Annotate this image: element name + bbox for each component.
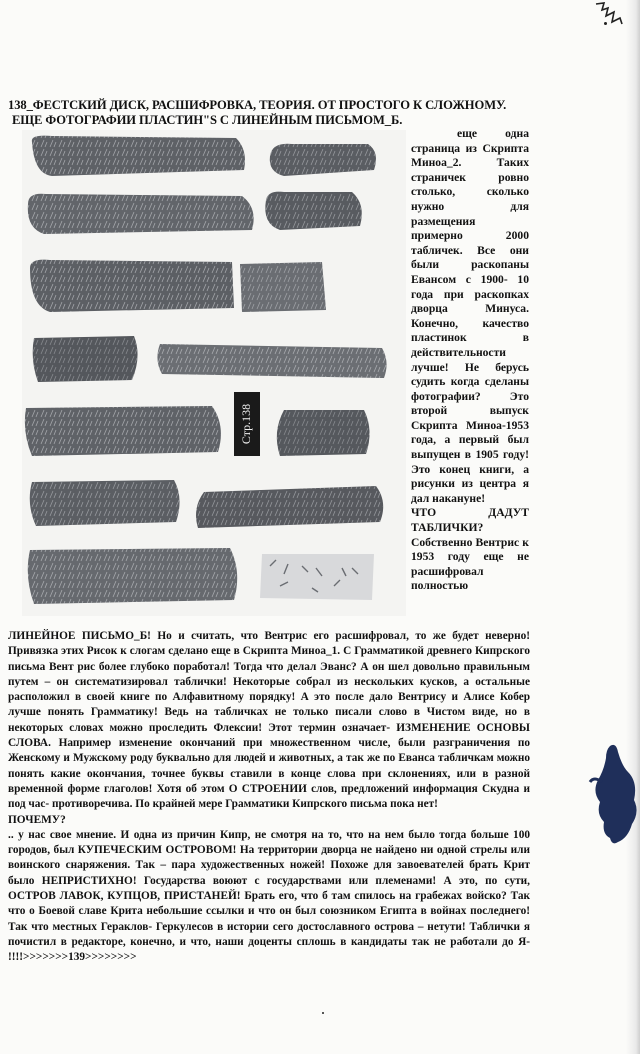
- body-paragraph-2: .. у нас свое мнение. И одна из причин Кипр, не смотря на то, что на нем было тогда больше 100 городов, был КУПЕЧЕСКИМ ОСТРОВОМ! На территории дворца не найдено ни одной стрелы или воинского снаряжения. Так – пара художественных ножей! Похоже для завоевателей брать Крит было НЕПРИСТИХНО! Государства воюют с государствами или племенами! А это, по сути, ОСТРОВ ЛАВОК, КУПЦОВ, ПРИСТАНЕЙ! Брать его, что б там спилось на грабежах войско? Так что о Боевой славе Крита небольшие ссылки и что он был союзником Египта в войнах последнего! Так что местных Гераклов- Геркулесов в истории сего достославного острова – нетути! Таблички я почистил в редакторе, конечно, и что, наши доценты сплошь в кандидаты так не работали до Я- !!!!>>>>>>>139>>>>>>>>: [8, 828, 530, 964]
- tablet-row-4: [33, 336, 387, 382]
- tablet-photographs: [22, 130, 406, 616]
- tablet-row-5: [25, 403, 370, 456]
- heading-line-2: ЕЩЕ ФОТОГРАФИИ ПЛАСТИН"S С ЛИНЕЙНЫМ ПИСЬМОМ_Б.: [12, 113, 403, 127]
- sidebar-paragraph: еще одна страница из Скрипта Миноа_2. Таких страничек ровно столько, сколько нужно для размещения примерно 2000 табличек. Все они были раскопаны Евансом с 1900- 10 года при раскопках дворца Минуса. Конечно, качество пластинок в действительности лучше! Не берусь судить когда сделаны фотографии? Это второй выпуск Скрипта Миноа-1953 года, а первый был выпущен в 1905 году! Это конец книги, а рисунки из центра я дал накануне!: [411, 127, 529, 505]
- page-label: Стр.138: [238, 403, 253, 445]
- body-question: ПОЧЕМУ?: [8, 813, 66, 826]
- page-heading: [8, 98, 528, 128]
- page-edge-shadow: [626, 0, 640, 1054]
- body-paragraph-1: ЛИНЕЙНОЕ ПИСЬМО_Б! Но и считать, что Вентрис его расшифровал, то же будет неверно! Привязка этих Рисок к слогам сделано еще в Скрипта Миноа_1. С Грамматикой древнего Кипрского письма Вент рис более глубоко поработал! Тогда что делал Эванс? А он шел довольно правильным путем – он систематизировал таблички! Некоторые собрал из нескольких кусков, а остальные расположил в своей книге по Алфавитному порядку! А это после дало Вентрису и Алисе Кобер лучше понять Грамматику! Ведь на табличках не только писали слово в Чистом виде, но в некоторых словах можно проследить Флексии! Этот термин означает- ИЗМЕНЕНИЕ ОСНОВЫ СЛОВА. Например изменение окончаний при множественном числе, были разграничения по Женскому и Мужскому роду буквально для людей и животных, а так же по Еванса табличкам можно понять какие окончания, точнее буквы ставили в конце слова при склонениях, или в разной временной форме глаголов! Хотя об этом О СТРОЕНИИ слов, предложений информация Скудна и под час- противоречива. По крайней мере Грамматики Кипрского письма пока нет!: [8, 630, 530, 811]
- torn-corner-mark: [594, 2, 624, 26]
- scan-speck: [322, 1012, 324, 1014]
- sidebar-continuation: Собственно Вентрис к 1953 году еще не расшифровал полностью: [411, 535, 529, 593]
- tablet-row-2: [28, 192, 362, 234]
- tablet-row-6: [30, 480, 383, 528]
- page-label-box: [234, 392, 260, 456]
- tablet-photo-plate: [22, 130, 406, 616]
- sidebar-column: [411, 127, 529, 594]
- heading-line-1: 138_ФЕСТСКИЙ ДИСК, РАСШИФРОВКА, ТЕОРИЯ. ОТ ПРОСТОГО К СЛОЖНОМУ.: [8, 98, 507, 112]
- tablet-row-3: [30, 260, 326, 312]
- scan-speck: [604, 22, 607, 25]
- ink-blot: [588, 742, 640, 846]
- tablet-row-1: [32, 136, 376, 176]
- tablet-row-7: [28, 548, 374, 604]
- sidebar-subheading: ЧТО ДАДУТ ТАБЛИЧКИ?: [411, 506, 529, 535]
- body-text: [8, 629, 530, 966]
